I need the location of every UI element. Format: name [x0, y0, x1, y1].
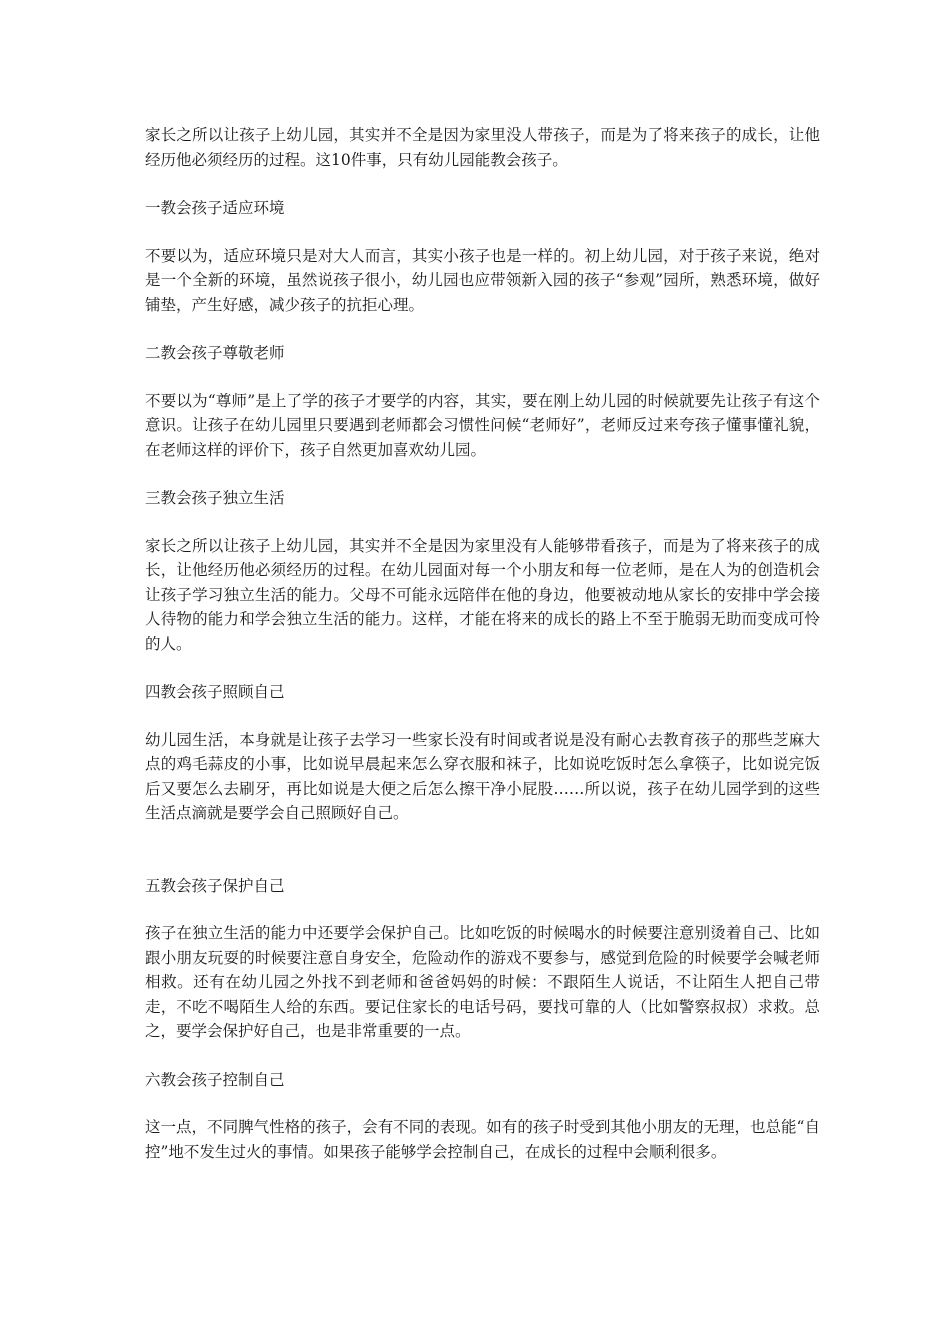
section-body-6: 这一点，不同脾气性格的孩子，会有不同的表现。如有的孩子时受到其他小朋友的无理，也总能“自控”地不发生过火的事情。如果孩子能够学会控制自己，在成长的过程中会顺利很多。 — [145, 1118, 820, 1161]
section-body-2: 不要以为“尊师”是上了学的孩子才要学的内容，其实，要在刚上幼儿园的时候就要先让孩子有这个意识。让孩子在幼儿园里只要遇到老师都会习惯性问候“老师好”，老师反过来夸孩子懂事懂礼貌，在老师这样的评价下，孩子自然更加喜欢幼儿园。 — [145, 391, 820, 459]
section-heading-5: 五教会孩子保护自己 — [145, 876, 285, 895]
section-body-1: 不要以为，适应环境只是对大人而言，其实小孩子也是一样的。初上幼儿园，对于孩子来说，绝对是一个全新的环境，虽然说孩子很小，幼儿园也应带领新入园的孩子“参观”园所，熟悉环境，做好铺垫，产生好感，减少孩子的抗拒心理。 — [145, 246, 820, 314]
section-heading-1: 一教会孩子适应环境 — [145, 199, 285, 217]
section-body-4: 幼儿园生活，本身就是让孩子去学习一些家长没有时间或者说是没有耐心去教育孩子的那些芝麻大点的鸡毛蒜皮的小事，比如说早晨起来怎么穿衣服和袜子，比如说吃饭时怎么拿筷子，比如说完饭后又要怎么去刷牙，再比如说是大便之后怎么擦干净小屁股……所以说，孩子在幼儿园学到的这些生活点滴就是要学会自己照顾好自己。 — [145, 730, 820, 822]
intro-paragraph: 家长之所以让孩子上幼儿园，其实并不全是因为家里没人带孩子，而是为了将来孩子的成长，让他经历他必须经历的过程。这10件事，只有幼儿园能教会孩子。 — [145, 126, 820, 169]
section-body-3: 家长之所以让孩子上幼儿园，其实并不全是因为家里没有人能够带看孩子，而是为了将来孩子的成长，让他经历他必须经历的过程。在幼儿园面对每一个小朋友和每一位老师，是在人为的创造机会让孩子学习独立生活的能力。父母不可能永远陪伴在他的身边，他要被动地从家长的安排中学会接人待物的能力和学会独立生活的能力。这样，才能在将来的成长的路上不至于脆弱无助而变成可怜的人。 — [145, 536, 820, 653]
section-heading-2: 二教会孩子尊敬老师 — [145, 344, 285, 362]
document-body — [145, 123, 820, 1164]
section-heading-4: 四教会孩子照顾自己 — [145, 683, 285, 701]
section-body-5: 孩子在独立生活的能力中还要学会保护自己。比如吃饭的时候喝水的时候要注意别烫着自己、比如跟小朋友玩耍的时候要注意自身安全，危险动作的游戏不要参与，感觉到危险的时候要学会喊老师相救。还有在幼儿园之外找不到老师和爸爸妈妈的时候：不跟陌生人说话，不让陌生人把自己带走，不吃不喝陌生人给的东西。要记住家长的电话号码，要找可靠的人（比如警察叔叔）求救。总之，要学会保护好自己，也是非常重要的一点。 — [145, 924, 820, 1040]
section-heading-6: 六教会孩子控制自己 — [145, 1070, 285, 1089]
section-heading-3: 三教会孩子独立生活 — [145, 489, 285, 507]
